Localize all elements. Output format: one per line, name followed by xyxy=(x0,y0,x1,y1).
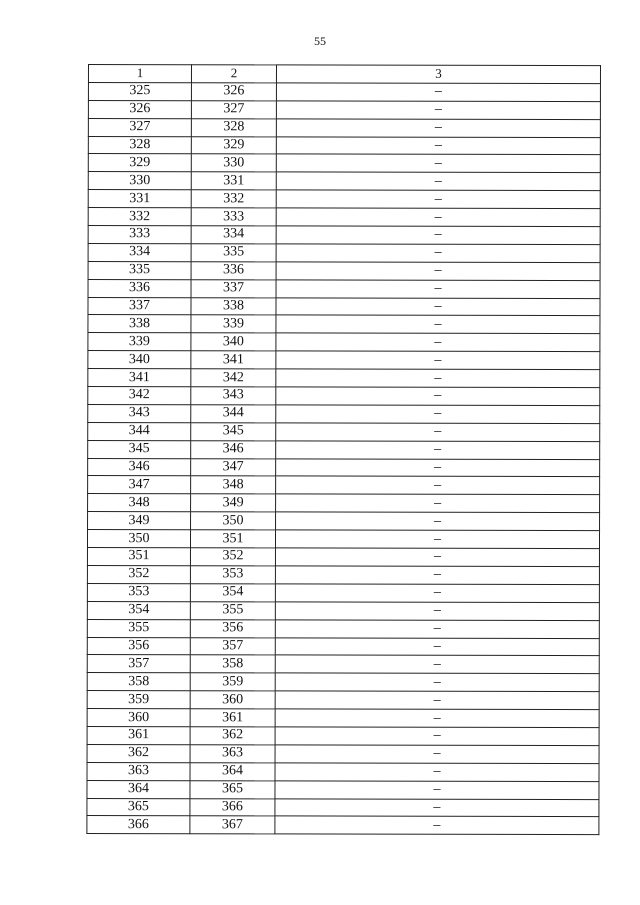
table-cell-col-2: 346 xyxy=(191,440,276,458)
table-cell-col-2: 348 xyxy=(191,476,276,494)
data-table xyxy=(86,64,601,835)
table-row xyxy=(88,279,600,298)
table-cell-col-3: – xyxy=(275,602,599,621)
table-cell-col-3: – xyxy=(275,548,599,567)
table-cell-col-1: 350 xyxy=(87,530,190,548)
table-cell-col-2: 327 xyxy=(191,100,276,118)
table-row xyxy=(88,422,600,441)
table-cell-col-3: – xyxy=(275,709,599,728)
table-cell-col-3: – xyxy=(275,781,599,800)
table-row xyxy=(88,333,600,352)
table-cell-col-2: 345 xyxy=(191,423,276,441)
table-cell-col-3: – xyxy=(275,798,599,817)
table-row xyxy=(87,601,599,620)
table-cell-col-3: – xyxy=(276,244,600,263)
table-row xyxy=(88,261,600,280)
table-row xyxy=(88,208,600,227)
table-cell-col-2: 363 xyxy=(190,745,275,763)
table-cell-col-2: 360 xyxy=(190,691,275,709)
table-cell-col-2: 340 xyxy=(191,333,276,351)
table-cell-col-2: 356 xyxy=(190,619,275,637)
table-cell-col-1: 356 xyxy=(87,637,190,655)
table-row xyxy=(87,655,599,674)
table-cell-col-3: – xyxy=(276,262,600,281)
table-row xyxy=(87,548,599,567)
table-row xyxy=(88,118,600,137)
table-cell-col-2: 361 xyxy=(190,709,275,727)
table-cell-col-1: 352 xyxy=(87,565,190,583)
table-cell-col-1: 359 xyxy=(87,691,190,709)
table-cell-col-2: 362 xyxy=(190,727,275,745)
table-row xyxy=(88,226,600,245)
table-cell-col-1: 333 xyxy=(88,226,191,244)
table-row xyxy=(88,369,600,388)
table-cell-col-1: 339 xyxy=(88,333,191,351)
table-cell-col-3: – xyxy=(275,620,599,639)
table-cell-col-1: 342 xyxy=(88,387,191,405)
table-row xyxy=(88,100,600,119)
table-cell-col-2: 332 xyxy=(191,190,276,208)
table-cell-col-1: 362 xyxy=(87,744,190,762)
table-cell-col-3: – xyxy=(276,494,600,513)
table-row xyxy=(87,565,599,584)
table-cell-col-1: 354 xyxy=(87,601,190,619)
table-cell-col-2: 339 xyxy=(191,315,276,333)
table-cell-col-1: 346 xyxy=(88,458,191,476)
table-cell-col-3: – xyxy=(275,655,599,674)
table-row xyxy=(88,243,600,262)
table-row xyxy=(88,315,600,334)
table-cell-col-1: 360 xyxy=(87,709,190,727)
table-row xyxy=(88,494,600,513)
column-header-3: 3 xyxy=(276,65,600,84)
table-cell-col-3: – xyxy=(276,315,600,334)
table-cell-col-2: 330 xyxy=(191,154,276,172)
table-cell-col-2: 347 xyxy=(191,458,276,476)
table-cell-col-1: 351 xyxy=(87,548,190,566)
table-cell-col-1: 335 xyxy=(88,261,191,279)
table-cell-col-2: 334 xyxy=(191,226,276,244)
table-cell-col-2: 357 xyxy=(190,637,275,655)
table-cell-col-2: 344 xyxy=(191,405,276,423)
column-header-2: 2 xyxy=(191,65,276,83)
table-cell-col-3: – xyxy=(275,745,599,764)
page-number: 55 xyxy=(314,34,326,48)
table-row xyxy=(87,530,599,549)
table-cell-col-1: 345 xyxy=(88,440,191,458)
table-cell-col-1: 330 xyxy=(88,172,191,190)
table-row xyxy=(88,297,600,316)
table-body xyxy=(87,82,601,834)
table-row xyxy=(87,816,599,835)
table-cell-col-2: 333 xyxy=(191,208,276,226)
table-cell-col-2: 367 xyxy=(190,816,275,834)
table-cell-col-1: 363 xyxy=(87,762,190,780)
table-row xyxy=(88,387,600,406)
table-cell-col-3: – xyxy=(276,458,600,477)
table-row xyxy=(87,619,599,638)
table-cell-col-2: 343 xyxy=(191,387,276,405)
table-cell-col-3: – xyxy=(276,387,600,406)
table-cell-col-3: – xyxy=(276,333,600,352)
table-row xyxy=(88,190,600,209)
table-cell-col-2: 352 xyxy=(190,548,275,566)
table-cell-col-1: 364 xyxy=(87,780,190,798)
table-cell-col-2: 341 xyxy=(191,351,276,369)
table-cell-col-1: 365 xyxy=(87,798,190,816)
column-header-1: 1 xyxy=(88,65,191,83)
table-cell-col-3: – xyxy=(276,423,600,442)
table-cell-col-1: 331 xyxy=(88,190,191,208)
table-cell-col-2: 364 xyxy=(190,762,275,780)
table-cell-col-1: 332 xyxy=(88,208,191,226)
table-cell-col-1: 343 xyxy=(88,404,191,422)
table-cell-col-3: – xyxy=(276,190,600,209)
table-cell-col-3: – xyxy=(276,226,600,245)
header-row xyxy=(88,65,600,84)
table-row xyxy=(88,172,600,191)
table-row xyxy=(88,512,600,531)
table-cell-col-2: 329 xyxy=(191,136,276,154)
table-cell-col-3: – xyxy=(276,351,600,370)
table-cell-col-1: 357 xyxy=(87,655,190,673)
table-cell-col-1: 355 xyxy=(87,619,190,637)
table-cell-col-1: 336 xyxy=(88,279,191,297)
table-cell-col-3: – xyxy=(276,136,600,155)
table-cell-col-1: 329 xyxy=(88,154,191,172)
table-row xyxy=(87,691,599,710)
table-row xyxy=(88,351,600,370)
table-row xyxy=(87,744,599,763)
table-cell-col-3: – xyxy=(275,584,599,603)
table-cell-col-2: 349 xyxy=(191,494,276,512)
table-row xyxy=(87,798,599,817)
table-cell-col-2: 359 xyxy=(190,673,275,691)
table-row xyxy=(88,154,600,173)
table-cell-col-1: 340 xyxy=(88,351,191,369)
table-cell-col-3: – xyxy=(275,566,599,585)
table-cell-col-1: 328 xyxy=(88,136,191,154)
table-cell-col-3: – xyxy=(275,763,599,782)
table-cell-col-3: – xyxy=(276,119,600,138)
table-cell-col-2: 355 xyxy=(190,601,275,619)
table-cell-col-2: 354 xyxy=(190,584,275,602)
table-cell-col-2: 351 xyxy=(190,530,275,548)
table-cell-col-2: 358 xyxy=(190,655,275,673)
table-cell-col-2: 366 xyxy=(190,798,275,816)
table-header xyxy=(88,65,600,84)
table-cell-col-2: 326 xyxy=(191,83,276,101)
table-row xyxy=(87,726,599,745)
table-cell-col-3: – xyxy=(276,101,600,120)
table-cell-col-3: – xyxy=(275,816,599,835)
table-cell-col-2: 338 xyxy=(191,297,276,315)
table-cell-col-1: 348 xyxy=(88,494,191,512)
table-cell-col-2: 328 xyxy=(191,118,276,136)
table-cell-col-2: 350 xyxy=(191,512,276,530)
table-cell-col-2: 335 xyxy=(191,244,276,262)
table-cell-col-3: – xyxy=(276,512,600,531)
table-cell-col-3: – xyxy=(276,154,600,173)
table-row xyxy=(88,136,600,155)
table-cell-col-2: 342 xyxy=(191,369,276,387)
table-row xyxy=(88,82,600,101)
table-cell-col-1: 366 xyxy=(87,816,190,834)
table-row xyxy=(87,583,599,602)
table-cell-col-1: 358 xyxy=(87,673,190,691)
table-cell-col-3: – xyxy=(276,476,600,495)
table-cell-col-2: 337 xyxy=(191,279,276,297)
table-cell-col-1: 347 xyxy=(88,476,191,494)
table-row xyxy=(88,476,600,495)
table-cell-col-3: – xyxy=(276,208,600,227)
table-row xyxy=(87,673,599,692)
table-row xyxy=(88,458,600,477)
table-cell-col-1: 326 xyxy=(88,100,191,118)
table-cell-col-1: 344 xyxy=(88,422,191,440)
table-cell-col-1: 338 xyxy=(88,315,191,333)
table-cell-col-1: 327 xyxy=(88,118,191,136)
table-cell-col-1: 325 xyxy=(88,82,191,100)
table-cell-col-1: 334 xyxy=(88,243,191,261)
table-row xyxy=(87,709,599,728)
table-cell-col-2: 353 xyxy=(190,566,275,584)
table-cell-col-2: 331 xyxy=(191,172,276,190)
table-row xyxy=(87,637,599,656)
table-cell-col-2: 336 xyxy=(191,262,276,280)
table-cell-col-3: – xyxy=(275,637,599,656)
table-row xyxy=(87,780,599,799)
table-cell-col-3: – xyxy=(276,280,600,299)
table-cell-col-3: – xyxy=(275,530,599,549)
table-cell-col-3: – xyxy=(276,441,600,460)
table-cell-col-3: – xyxy=(275,673,599,692)
table-cell-col-3: – xyxy=(275,691,599,710)
table-cell-col-1: 361 xyxy=(87,726,190,744)
table-cell-col-3: – xyxy=(276,172,600,191)
table-cell-col-1: 341 xyxy=(88,369,191,387)
table-cell-col-3: – xyxy=(276,83,600,102)
table-cell-col-2: 365 xyxy=(190,780,275,798)
table-row xyxy=(88,404,600,423)
table-cell-col-3: – xyxy=(275,727,599,746)
table-row xyxy=(87,762,599,781)
table-cell-col-3: – xyxy=(276,405,600,424)
table-cell-col-3: – xyxy=(276,297,600,316)
table-cell-col-1: 349 xyxy=(88,512,191,530)
table-cell-col-1: 337 xyxy=(88,297,191,315)
table-row xyxy=(88,440,600,459)
table-cell-col-3: – xyxy=(276,369,600,388)
table-cell-col-1: 353 xyxy=(87,583,190,601)
